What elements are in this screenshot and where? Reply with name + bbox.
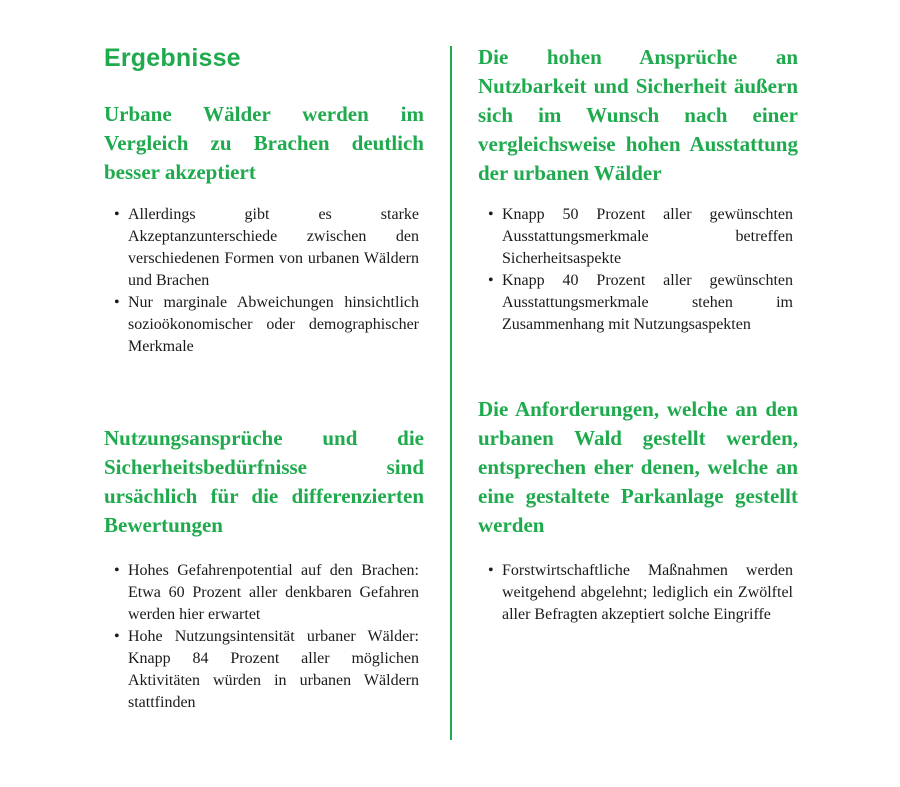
list-item: • Nur marginale Abweichungen hinsichtlich sozioökonomischer oder demographischer Merkmale bbox=[114, 292, 419, 358]
list-item: • Forstwirtschaftliche Maßnahmen werden weitgehend abgelehnt; lediglich ein Zwölftel aller Befragten akzeptiert solche Eingriffe bbox=[488, 560, 793, 626]
list-item: • Knapp 40 Prozent aller gewünschten Ausstattungsmerkmale stehen im Zusammenhang mit Nutzungsaspekten bbox=[488, 270, 793, 336]
section-title: Nutzungsansprüche und die Sicherheitsbedürfnisse sind ursächlich für die differenzierten Bewertungen bbox=[104, 426, 424, 537]
bullet-list bbox=[488, 204, 793, 336]
list-item: • Knapp 50 Prozent aller gewünschten Ausstattungsmerkmale betreffen Sicherheitsaspekte bbox=[488, 204, 793, 270]
bullet-list bbox=[114, 204, 419, 358]
list-item: • Hohe Nutzungsintensität urbaner Wälder: Knapp 84 Prozent aller möglichen Aktivitäten würden in urbanen Wäldern stattfinden bbox=[114, 626, 419, 714]
section-title: Die hohen Ansprüche an Nutzbarkeit und Sicherheit äußern sich im Wunsch nach einer vergleichsweise hohen Ausstattung der urbanen Wälder bbox=[478, 45, 798, 185]
left-section-2 bbox=[104, 424, 424, 711]
right-section-1 bbox=[478, 43, 798, 333]
list-item: • Allerdings gibt es starke Akzeptanzunterschiede zwischen den verschiedenen Formen von urbanen Wäldern und Brachen bbox=[114, 204, 419, 292]
section-title: Die Anforderungen, welche an den urbanen Wald gestellt werden, entsprechen eher denen, welche an eine gestaltete Parkanlage gestellt werden bbox=[478, 397, 798, 537]
list-item: • Hohes Gefahrenpotential auf den Brachen: Etwa 60 Prozent aller denkbaren Gefahren werden hier erwartet bbox=[114, 560, 419, 626]
page-title: Ergebnisse bbox=[104, 44, 241, 72]
bullet-list bbox=[488, 560, 793, 626]
left-section-1 bbox=[104, 100, 424, 355]
bullet-list bbox=[114, 560, 419, 714]
right-section-2 bbox=[478, 395, 798, 623]
section-title: Urbane Wälder werden im Vergleich zu Brachen deutlich besser akzeptiert bbox=[104, 102, 424, 184]
column-divider bbox=[450, 46, 452, 740]
